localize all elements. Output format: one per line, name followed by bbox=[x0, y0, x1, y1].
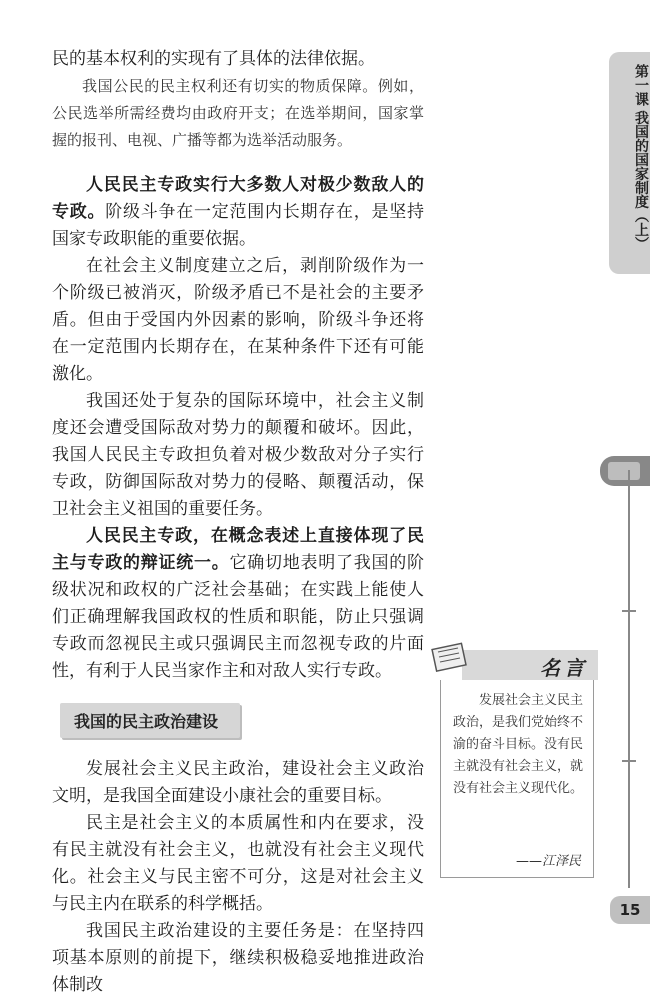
quote-text: 发展社会主义民主政治，是我们党始终不渝的奋斗目标。没有民主就没有社会主义，就没有社会主义现代化。 bbox=[453, 693, 584, 796]
chapter-side-tab bbox=[609, 52, 650, 274]
famous-quote-box bbox=[440, 648, 598, 878]
paragraph-5: 我国还处于复杂的国际环境中，社会主义制度还会遭受国际敌对势力的颠覆和破坏。因此，我国人民民主专政担负着对极少数敌对分子实行专政，防御国际敌对势力的侵略、颠覆活动，保卫社会主义祖国的重要任务。 bbox=[52, 391, 424, 519]
note-paragraph: 我国公民的民主权利还有切实的物质保障。例如，公民选举所需经费均由政府开支；在选举期间，国家掌握的报刊、电视、广播等都为选举活动服务。 bbox=[52, 77, 424, 149]
paragraph-7: 发展社会主义民主政治，建设社会主义政治文明，是我国全面建设小康社会的重要目标。 bbox=[52, 759, 424, 806]
paragraph-9: 我国民主政治建设的主要任务是：在坚持四项基本原则的前提下，继续积极稳妥地推进政治体制改 bbox=[52, 921, 424, 995]
quote-header bbox=[462, 650, 598, 680]
side-rule bbox=[628, 470, 630, 888]
quote-author: ——江泽民 bbox=[515, 854, 581, 869]
side-tick bbox=[622, 760, 636, 762]
chapter-side-tab-text: 第一课 我国的国家制度（上） bbox=[633, 64, 649, 251]
scroll-icon bbox=[428, 640, 472, 674]
paragraph-8: 民主是社会主义的本质属性和内在要求，没有民主就没有社会主义，也就没有社会主义现代化。社会主义与民主密不可分，这是对社会主义与民主内在联系的科学概括。 bbox=[52, 813, 424, 914]
paragraph-6 bbox=[52, 523, 424, 685]
page-number: 15 bbox=[610, 896, 650, 924]
bold-lead: 人民民主专政实行大多数人对极少数敌人的专政。 bbox=[52, 175, 424, 222]
quote-title: 名言 bbox=[540, 656, 588, 680]
section-heading: 我国的民主政治建设 bbox=[60, 703, 240, 738]
side-tick bbox=[622, 610, 636, 612]
paragraph-3 bbox=[52, 172, 424, 253]
quote-body bbox=[440, 680, 594, 878]
paragraph-6-text: 它确切地表明了我国的阶级状况和政权的广泛社会基础；在实践上能使人们正确理解我国政权的性质和职能，防止只强调专政而忽视民主或只强调民主而忽视专政的片面性，有利于人民当家作主和对敌人实行专政。 bbox=[52, 553, 424, 681]
paragraph-1: 民的基本权利的实现有了具体的法律依据。 bbox=[52, 49, 375, 69]
paragraph-4: 在社会主义制度建立之后，剥削阶级作为一个阶级已被消灭，阶级矛盾已不是社会的主要矛盾。但由于受国内外因素的影响，阶级斗争还将在一定范围内长期存在，在某种条件下还有可能激化。 bbox=[52, 256, 424, 384]
building-icon bbox=[600, 456, 650, 486]
bold-lead: 人民民主专政，在概念表述上直接体现了民主与专政的辩证统一。 bbox=[52, 526, 424, 573]
main-content bbox=[52, 46, 424, 999]
paragraph-3-text: 阶级斗争在一定范围内长期存在，是坚持国家专政职能的重要依据。 bbox=[52, 202, 424, 249]
